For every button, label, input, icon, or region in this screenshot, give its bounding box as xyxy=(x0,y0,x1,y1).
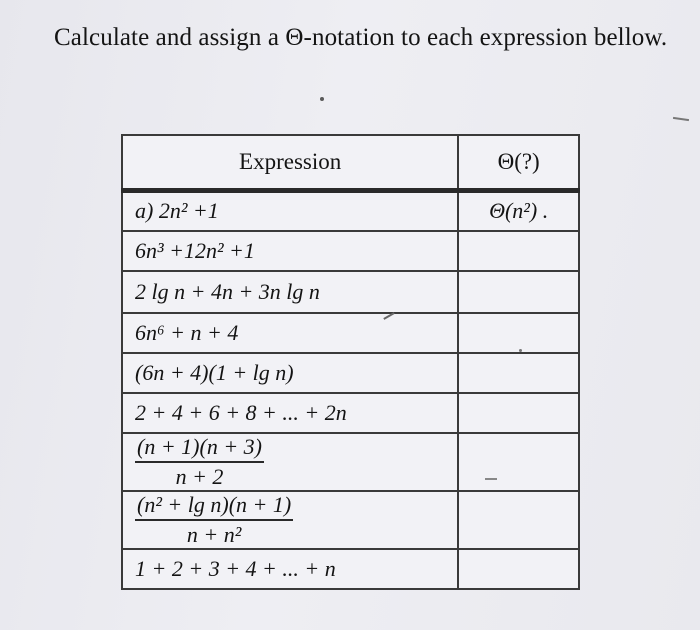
theta-answer-cell[interactable] xyxy=(458,549,579,589)
fraction xyxy=(135,493,293,545)
fraction xyxy=(135,435,264,487)
instruction-heading: Calculate and assign a Θ-notation to each expression bellow. xyxy=(54,24,668,51)
expression-cell: 2 + 4 + 6 + 8 + ... + 2n xyxy=(122,393,458,433)
theta-answer-cell[interactable] xyxy=(458,491,579,549)
theta-answer-cell[interactable] xyxy=(458,271,579,313)
table-header-row xyxy=(122,135,579,191)
expression-cell: 2 lg n + 4n + 3n lg n xyxy=(122,271,458,313)
theta-answer-cell[interactable] xyxy=(458,313,579,353)
pen-mark xyxy=(485,478,497,480)
pen-mark xyxy=(519,349,522,352)
fraction-denominator: n + n² xyxy=(186,521,242,547)
table-row xyxy=(122,393,579,433)
expression-cell: 6n⁶ + n + 4 xyxy=(122,313,458,353)
fraction-numerator: (n + 1)(n + 3) xyxy=(135,435,264,462)
table-row xyxy=(122,353,579,393)
pen-mark xyxy=(673,117,689,121)
table-row xyxy=(122,549,579,589)
expression-cell: 6n³ +12n² +1 xyxy=(122,231,458,271)
expression-cell: 1 + 2 + 3 + 4 + ... + n xyxy=(122,549,458,589)
expression-table xyxy=(121,134,580,590)
theta-answer-cell[interactable] xyxy=(458,231,579,271)
fraction-numerator: (n² + lg n)(n + 1) xyxy=(135,493,293,520)
expression-cell: a) 2n² +1 xyxy=(122,191,458,231)
theta-answer-cell[interactable] xyxy=(458,353,579,393)
expression-cell xyxy=(122,433,458,491)
expression-column-header: Expression xyxy=(122,135,458,191)
table-row xyxy=(122,191,579,231)
pen-mark xyxy=(320,97,324,101)
fraction-denominator: n + 2 xyxy=(175,463,224,489)
theta-column-header: Θ(?) xyxy=(458,135,579,191)
theta-answer-cell[interactable]: Θ(n²) . xyxy=(458,191,579,231)
table-row xyxy=(122,491,579,549)
expression-cell: (6n + 4)(1 + lg n) xyxy=(122,353,458,393)
table-row xyxy=(122,271,579,313)
table-row xyxy=(122,231,579,271)
theta-answer-cell[interactable] xyxy=(458,433,579,491)
theta-answer-cell[interactable] xyxy=(458,393,579,433)
table-row xyxy=(122,433,579,491)
table-row xyxy=(122,313,579,353)
expression-cell xyxy=(122,491,458,549)
